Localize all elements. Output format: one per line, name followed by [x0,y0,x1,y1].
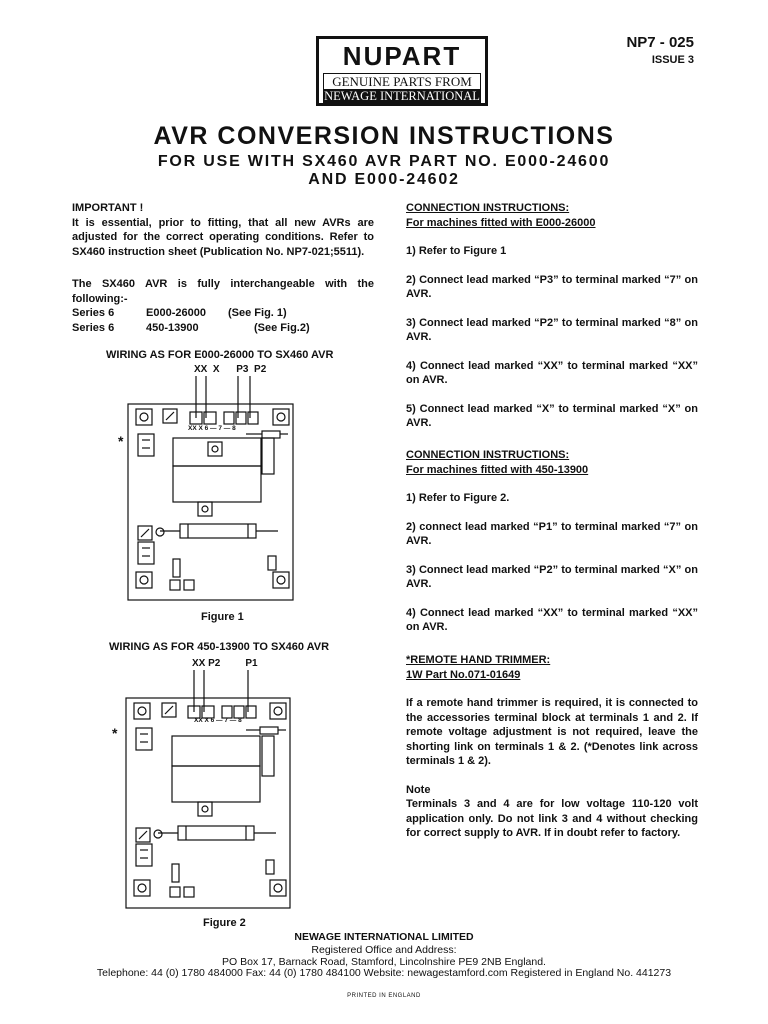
important-text: It is essential, prior to fitting, that all new AVRs are adjusted for the correct operating conditions. Refer to SX460 instruction sheet (Publication No. NP7-021;5511). [72,216,374,258]
conn1-step: 5) Connect lead marked “X” to terminal marked “X” on AVR. [406,402,698,429]
link-star: * [112,725,118,741]
conn1-heading: CONNECTION INSTRUCTIONS: [406,202,570,214]
conn2-subheading: For machines fitted with 450-13900 [406,463,589,476]
figure2-caption: Figure 2 [203,917,246,929]
conn2-step: 4) Connect lead marked “XX” to terminal marked “XX” on AVR. [406,606,698,633]
conn1-step: 4) Connect lead marked “XX” to terminal marked “XX” on AVR. [406,359,698,386]
series-part: 450-13900 [146,321,199,334]
series-label: Series 6 [72,321,115,334]
series-row-1 [72,306,374,321]
board-terminal-labels: XX X 6 — 7 — 8 [188,425,236,432]
remote-text: If a remote hand trimmer is required, it is connected to the accessories terminal block at terminals 1 and 2. If remote voltage adjustment is not required, leave the shorting link on terminals 1 & 2. (*Denotes link across terminals 1 & 2). [406,697,698,767]
wiring2-heading: WIRING AS FOR 450-13900 TO SX460 AVR [109,641,330,653]
interchange-text: The SX460 AVR is fully interchangeable with the following:- [72,278,374,305]
issue-number: ISSUE 3 [651,54,694,66]
conn1-step: 1) Refer to Figure 1 [406,245,507,257]
footer-office: Registered Office and Address: [311,944,457,956]
subtitle-line-2: AND E000-24602 [308,171,460,188]
series-row-2 [72,321,374,336]
logo-name: NUPART [342,41,462,71]
wiring1-leads: XX X P3 P2 [194,364,267,375]
footer-address: PO Box 17, Barnack Road, Stamford, Lincolnshire PE9 2NB England. [222,956,546,968]
connection-instructions-1 [406,201,698,431]
series-fig: (See Fig.2) [254,321,310,334]
conn2-step: 2) connect lead marked “P1” to terminal marked “7” on AVR. [406,520,698,547]
conn1-step: 2) Connect lead marked “P3” to terminal marked “7” on AVR. [406,273,698,300]
note-heading: Note [406,783,431,796]
wiring2-leads: XX P2 P1 [192,658,258,669]
remote-trimmer-section [406,653,698,841]
footer-contact: Telephone: 44 (0) 1780 484000 Fax: 44 (0) 1780 484100 Website: newagestamford.com Registered in England No. 441273 [96,967,672,979]
connection-instructions-2 [406,448,698,635]
conn1-subheading: For machines fitted with E000-26000 [406,216,596,229]
remote-heading: *REMOTE HAND TRIMMER: [406,654,551,666]
important-section [72,201,374,259]
series-fig: (See Fig. 1) [228,307,287,319]
note-text: Terminals 3 and 4 are for low voltage 110-120 volt application only. Do not link 3 and 4 without checking for correct supply to AVR. If in doubt refer to factory. [406,798,698,839]
conn2-heading: CONNECTION INSTRUCTIONS: [406,449,570,461]
wiring1-heading: WIRING AS FOR E000-26000 TO SX460 AVR [106,349,334,361]
figure-1-diagram [118,376,298,601]
board-terminal-labels: XX X 6 — 7 — 8 [194,717,242,724]
page-subtitle [0,153,768,189]
link-star: * [118,433,124,449]
remote-part-number: 1W Part No.071-01649 [406,668,521,681]
series-part: E000-26000 [146,307,206,319]
conn2-step: 1) Refer to Figure 2. [406,492,510,504]
conn2-step: 3) Connect lead marked “P2” to terminal marked “X” on AVR. [406,563,698,590]
footer-company: NEWAGE INTERNATIONAL LIMITED [294,931,474,943]
document-number: NP7 - 025 [626,34,694,51]
printed-in-england: PRINTED IN ENGLAND [347,993,421,999]
nupart-logo [316,36,488,106]
important-heading: IMPORTANT ! [72,202,144,214]
series-label: Series 6 [72,307,115,319]
page-title: AVR CONVERSION INSTRUCTIONS [153,122,615,150]
figure1-caption: Figure 1 [201,611,244,623]
interchange-section [72,277,374,335]
subtitle-line-1: FOR USE WITH SX460 AVR PART NO. E000-24600 [157,153,611,170]
logo-company: NEWAGE INTERNATIONAL [324,89,480,103]
logo-subtitle: GENUINE PARTS FROM [323,73,481,90]
conn1-step: 3) Connect lead marked “P2” to terminal marked “8” on AVR. [406,316,698,343]
figure-2-diagram [112,670,292,910]
